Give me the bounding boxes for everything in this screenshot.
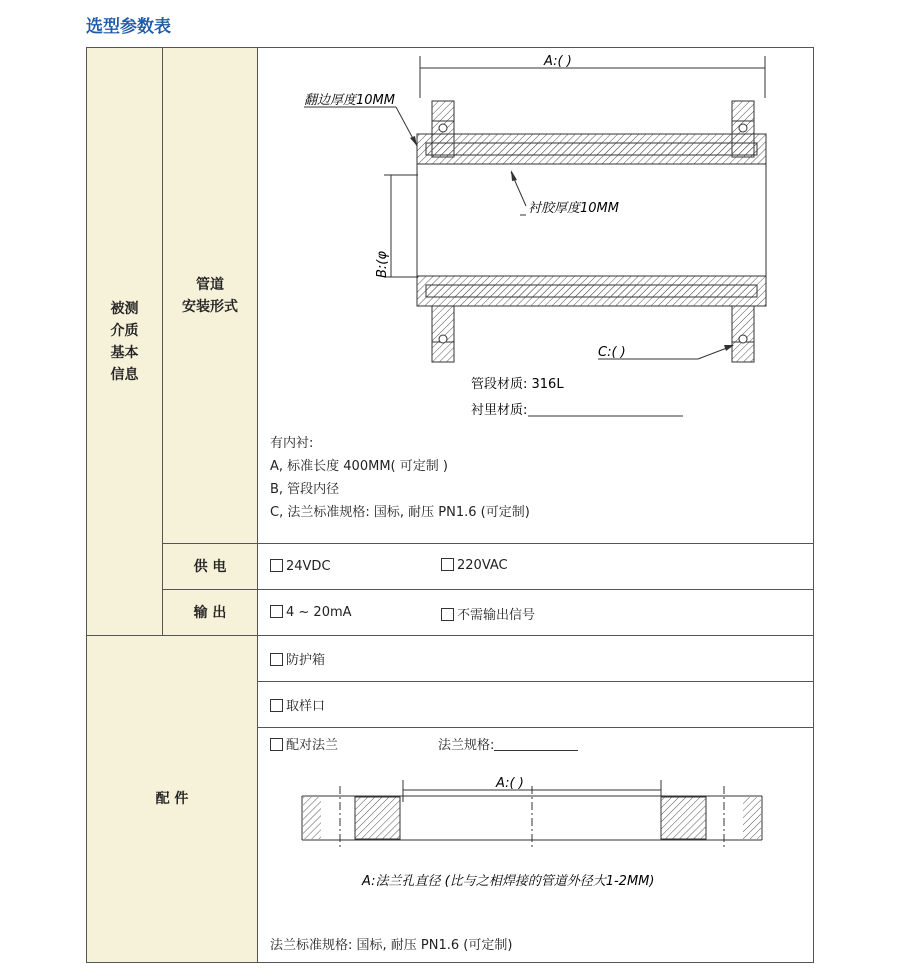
paired-flange-option[interactable] xyxy=(270,734,338,753)
power-220vac-option[interactable] xyxy=(441,558,508,573)
note-b: B, 管段内径 xyxy=(270,482,340,497)
power-24vdc-option[interactable] xyxy=(270,559,331,574)
checkbox-4-20ma[interactable] xyxy=(270,605,283,618)
note-lining: 有内衬: xyxy=(270,436,314,451)
power-label: 供 电 xyxy=(163,544,258,590)
lining-thickness-label: 衬胶厚度10MM xyxy=(528,201,619,216)
note-c: C, 法兰标准规格: 国标, 耐压 PN1.6 (可定制) xyxy=(270,505,530,520)
dimension-b-label: B:(φ xyxy=(375,251,390,278)
pipe-drawing-cell xyxy=(258,48,814,544)
pipe-material-label: 管段材质: 316L xyxy=(471,377,564,392)
dimension-c-label: C:( ) xyxy=(598,345,626,360)
flange-thickness-label: 翻边厚度10MM xyxy=(304,93,395,108)
pipe-notes xyxy=(270,432,530,524)
output-4-20ma-option[interactable] xyxy=(270,605,352,620)
accessories-label: 配 件 xyxy=(87,636,258,963)
medium-info-label: 被测 介质 基本 信息 xyxy=(87,48,163,636)
note-a: A, 标准长度 400MM( 可定制 ) xyxy=(270,459,448,474)
protective-box-option[interactable] xyxy=(258,636,814,682)
flange-drawing xyxy=(258,758,814,928)
selection-parameter-table xyxy=(86,47,814,963)
paired-flange-cell xyxy=(258,728,814,963)
sampling-port-option[interactable] xyxy=(258,682,814,728)
power-220vac-text: 220VAC xyxy=(457,558,508,573)
lining-material-label: 衬里材质: xyxy=(471,403,528,418)
paired-flange-text: 配对法兰 xyxy=(286,738,339,753)
checkbox-24vdc[interactable] xyxy=(270,559,283,572)
checkbox-sampling-port[interactable] xyxy=(270,699,283,712)
protective-box-text: 防护箱 xyxy=(286,653,326,668)
power-options xyxy=(258,544,814,590)
output-label: 输 出 xyxy=(163,590,258,636)
pipe-section-drawing xyxy=(258,48,814,428)
flange-spec-label: 法兰规格: xyxy=(438,738,495,753)
pipe-installation-label: 管道 安装形式 xyxy=(163,48,258,544)
flange-spec-blank[interactable] xyxy=(494,738,578,751)
flange-dimension-a-label: A:( ) xyxy=(496,776,524,791)
output-4-20ma-text: 4 ~ 20mA xyxy=(286,605,352,620)
output-none-option[interactable] xyxy=(441,604,535,623)
dimension-a-label: A:( ) xyxy=(544,54,572,69)
checkbox-220vac[interactable] xyxy=(441,558,454,571)
page-title: 选型参数表 xyxy=(86,17,171,37)
checkbox-paired-flange[interactable] xyxy=(270,738,283,751)
output-options xyxy=(258,590,814,636)
output-none-text: 不需输出信号 xyxy=(457,608,536,623)
power-24vdc-text: 24VDC xyxy=(286,559,331,574)
sampling-port-text: 取样口 xyxy=(286,699,326,714)
flange-caption: A:法兰孔直径 (比与之相焊接的管道外径大1-2MM) xyxy=(362,874,655,889)
flange-standard-text: 法兰标准规格: 国标, 耐压 PN1.6 (可定制) xyxy=(270,938,513,953)
checkbox-no-output[interactable] xyxy=(441,608,454,621)
flange-spec-field[interactable] xyxy=(438,734,578,753)
checkbox-protective-box[interactable] xyxy=(270,653,283,666)
